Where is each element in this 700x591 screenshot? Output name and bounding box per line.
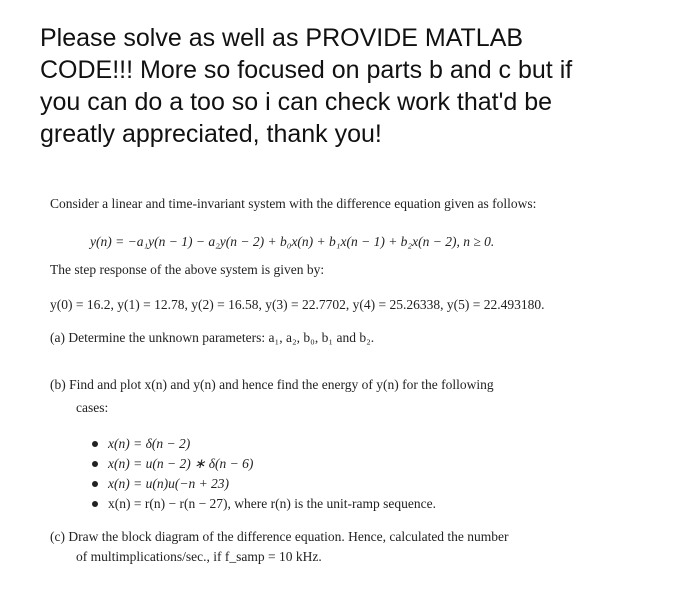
- case-item: x(n) = u(n − 2) ∗ δ(n − 6): [92, 454, 436, 474]
- case-list: [92, 434, 436, 514]
- case-item: x(n) = u(n)u(−n + 23): [92, 474, 436, 494]
- bullet-icon: [92, 441, 98, 447]
- part-b-line-1: (b) Find and plot x(n) and y(n) and hence find the energy of y(n) for the following: [50, 377, 494, 392]
- case-item: x(n) = r(n) − r(n − 27), where r(n) is the unit-ramp sequence.: [92, 494, 436, 514]
- part-c-line-2: of multimplications/sec., if f_samp = 10 kHz.: [76, 549, 322, 564]
- question-line-4: greatly appreciated, thank you!: [40, 120, 382, 148]
- difference-equation: y(n) = −a₁y(n − 1) − a₂y(n − 2) + b₀x(n) + b₁x(n − 1) + b₂x(n − 2), n ≥ 0.: [90, 234, 495, 249]
- part-a: (a) Determine the unknown parameters: a₁, a₂, b₀, b₁ and b₂.: [50, 330, 375, 345]
- part-c-line-1: (c) Draw the block diagram of the difference equation. Hence, calculated the number: [50, 529, 509, 544]
- question-line-2: CODE!!! More so focused on parts b and c but if: [40, 56, 573, 84]
- bullet-icon: [92, 501, 98, 507]
- bullet-icon: [92, 461, 98, 467]
- bullet-icon: [92, 481, 98, 487]
- problem-intro: Consider a linear and time-invariant system with the difference equation given as follows:: [50, 196, 537, 211]
- question-line-3: you can do a too so i can check work that'd be: [40, 88, 553, 116]
- step-response-values: y(0) = 16.2, y(1) = 12.78, y(2) = 16.58, y(3) = 22.7702, y(4) = 25.26338, y(5) = 22.493180.: [50, 297, 545, 312]
- step-response-intro: The step response of the above system is given by:: [50, 262, 325, 277]
- part-b-line-2: cases:: [76, 400, 109, 415]
- case-item: x(n) = δ(n − 2): [92, 434, 436, 454]
- question-line-1: Please solve as well as PROVIDE MATLAB: [40, 24, 524, 52]
